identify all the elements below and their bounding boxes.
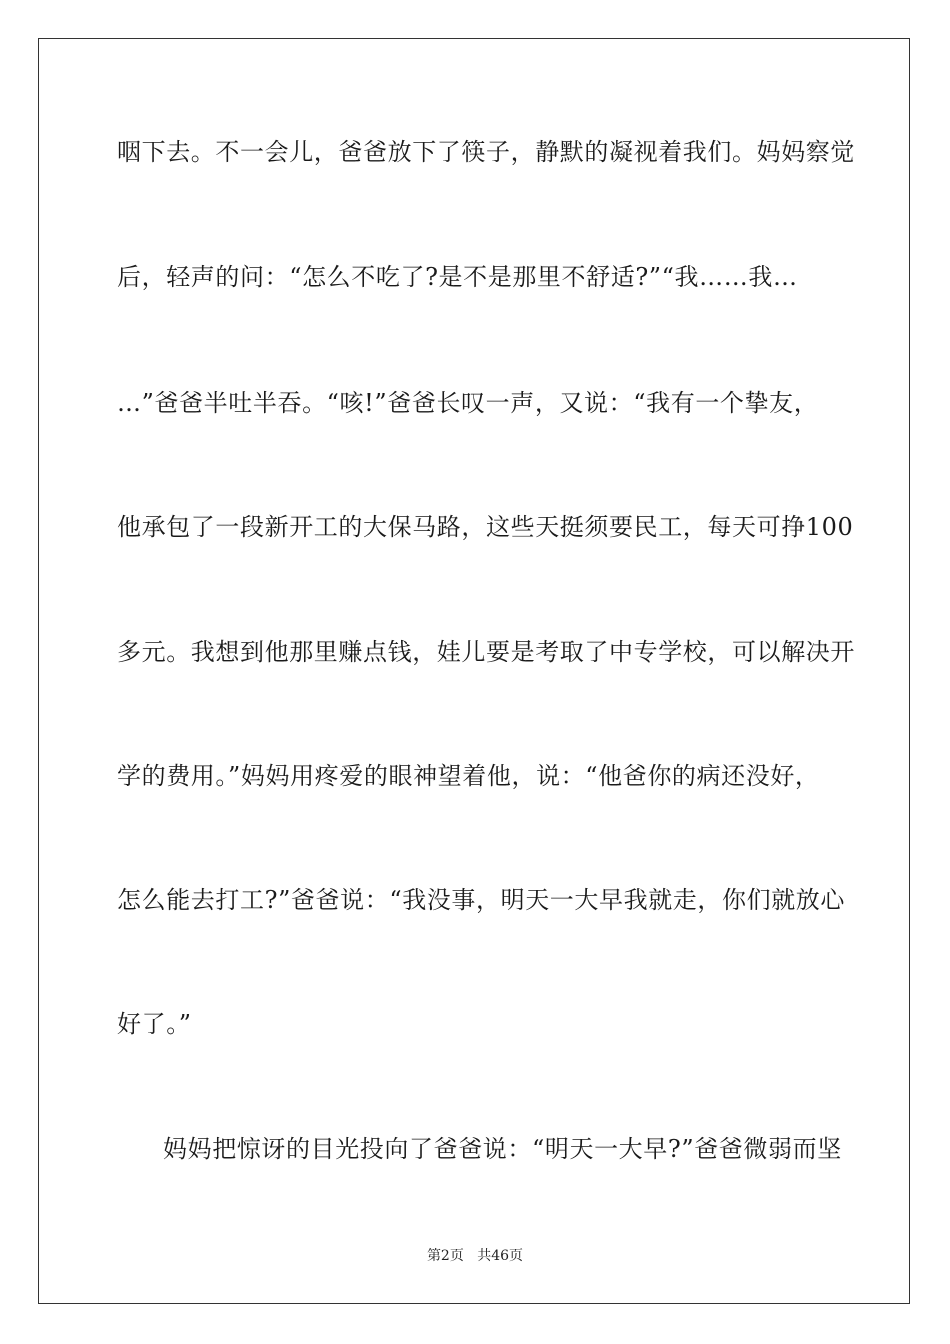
paragraph-line: 好了。” xyxy=(117,1010,192,1038)
page-footer xyxy=(0,1247,950,1265)
paragraph-line: …”爸爸半吐半吞。“咳!”爸爸长叹一声，又说：“我有一个挚友， xyxy=(117,389,819,417)
page-border xyxy=(38,38,910,1304)
page-number: 第2页 xyxy=(426,1248,464,1264)
paragraph-line: 后，轻声的问：“怎么不吃了?是不是那里不舒适?”“我……我… xyxy=(117,263,798,291)
total-pages: 共46页 xyxy=(477,1248,524,1264)
paragraph-line-indented: 妈妈把惊讶的目光投向了爸爸说：“明天一大早?”爸爸微弱而坚 xyxy=(163,1135,842,1163)
paragraph-line: 学的费用。”妈妈用疼爱的眼神望着他，说：“他爸你的病还没好， xyxy=(117,762,820,790)
paragraph-line: 怎么能去打工?”爸爸说：“我没事，明天一大早我就走，你们就放心 xyxy=(117,886,846,914)
paragraph-line: 咽下去。不一会儿，爸爸放下了筷子，静默的凝视着我们。妈妈察觉 xyxy=(117,138,855,166)
paragraph-line: 他承包了一段新开工的大保马路，这些天挺须要民工，每天可挣100 xyxy=(117,513,854,541)
paragraph-line: 多元。我想到他那里赚点钱，娃儿要是考取了中专学校，可以解决开 xyxy=(117,638,855,666)
